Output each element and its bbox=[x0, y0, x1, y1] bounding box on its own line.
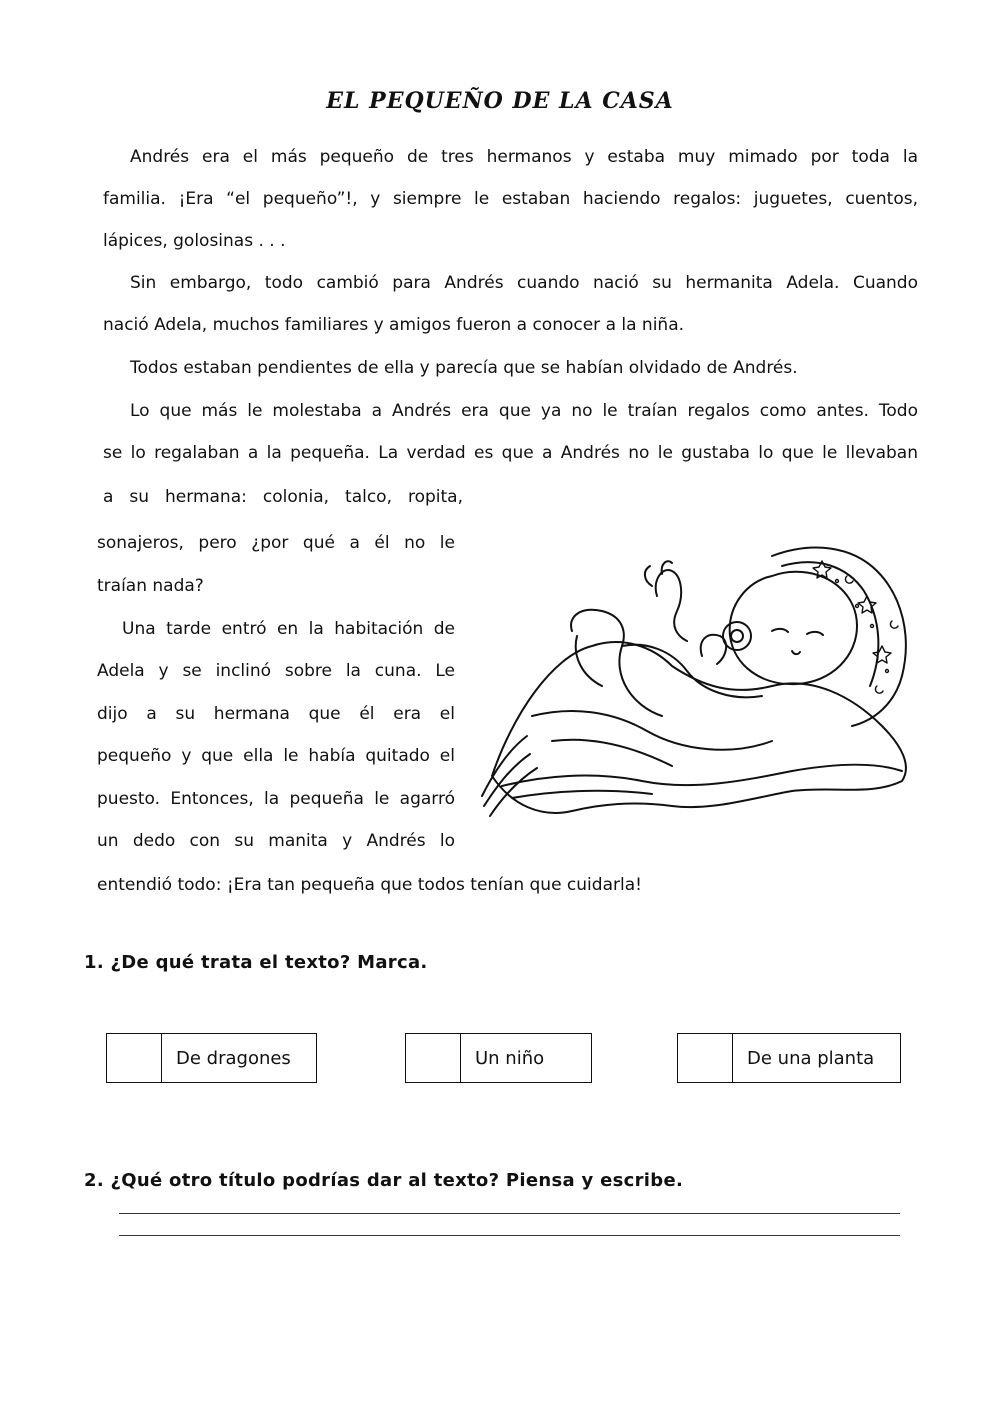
option-un-nino[interactable] bbox=[405, 1033, 592, 1083]
option-label: De dragones bbox=[176, 1047, 291, 1069]
story-line: se lo regalaban a la pequeña. La verdad es que a Andrés no le gustaba lo que le llevaban bbox=[103, 443, 918, 463]
story-line: entendió todo: ¡Era tan pequeña que todos tenían que cuidarla! bbox=[97, 875, 642, 895]
option-checkbox[interactable] bbox=[406, 1034, 461, 1082]
question-1: 1. ¿De qué trata el texto? Marca. bbox=[84, 952, 428, 973]
question-2: 2. ¿Qué otro título podrías dar al texto? Piensa y escribe. bbox=[84, 1170, 684, 1191]
story-line: traían nada? bbox=[97, 576, 204, 596]
option-label: Un niño bbox=[475, 1047, 545, 1069]
story-line: a su hermana: colonia, talco, ropita, bbox=[103, 487, 463, 507]
story-line: Andrés era el más pequeño de tres hermanos y estaba muy mimado por toda la bbox=[130, 147, 918, 167]
story-line: puesto. Entonces, la pequeña le agarró bbox=[97, 789, 455, 809]
story-line: Todos estaban pendientes de ella y parecía que se habían olvidado de Andrés. bbox=[130, 358, 798, 378]
story-line: nació Adela, muchos familiares y amigos fueron a conocer a la niña. bbox=[103, 315, 685, 335]
option-de-dragones[interactable] bbox=[106, 1033, 317, 1083]
page-title: EL PEQUEÑO DE LA CASA bbox=[326, 88, 674, 114]
story-line: Adela y se inclinó sobre la cuna. Le bbox=[97, 661, 455, 681]
answer-line[interactable] bbox=[119, 1213, 900, 1214]
story-line: Lo que más le molestaba a Andrés era que ya no le traían regalos como antes. Todo bbox=[130, 401, 918, 421]
story-line: dijo a su hermana que él era el bbox=[97, 704, 455, 724]
answer-line[interactable] bbox=[119, 1235, 900, 1236]
story-line: un dedo con su manita y Andrés lo bbox=[97, 831, 455, 851]
story-line: sonajeros, pero ¿por qué a él no le bbox=[97, 533, 455, 553]
option-checkbox[interactable] bbox=[678, 1034, 733, 1082]
option-label: De una planta bbox=[747, 1047, 875, 1069]
story-line: Una tarde entró en la habitación de bbox=[122, 619, 455, 639]
story-line: pequeño y que ella le había quitado el bbox=[97, 746, 455, 766]
story-line: lápices, golosinas . . . bbox=[103, 231, 286, 251]
baby-illustration bbox=[472, 536, 922, 836]
story-line: familia. ¡Era “el pequeño”!, y siempre le estaban haciendo regalos: juguetes, cuentos, bbox=[103, 189, 918, 209]
option-de-una-planta[interactable] bbox=[677, 1033, 901, 1083]
story-line: Sin embargo, todo cambió para Andrés cuando nació su hermanita Adela. Cuando bbox=[130, 273, 918, 293]
option-checkbox[interactable] bbox=[107, 1034, 162, 1082]
